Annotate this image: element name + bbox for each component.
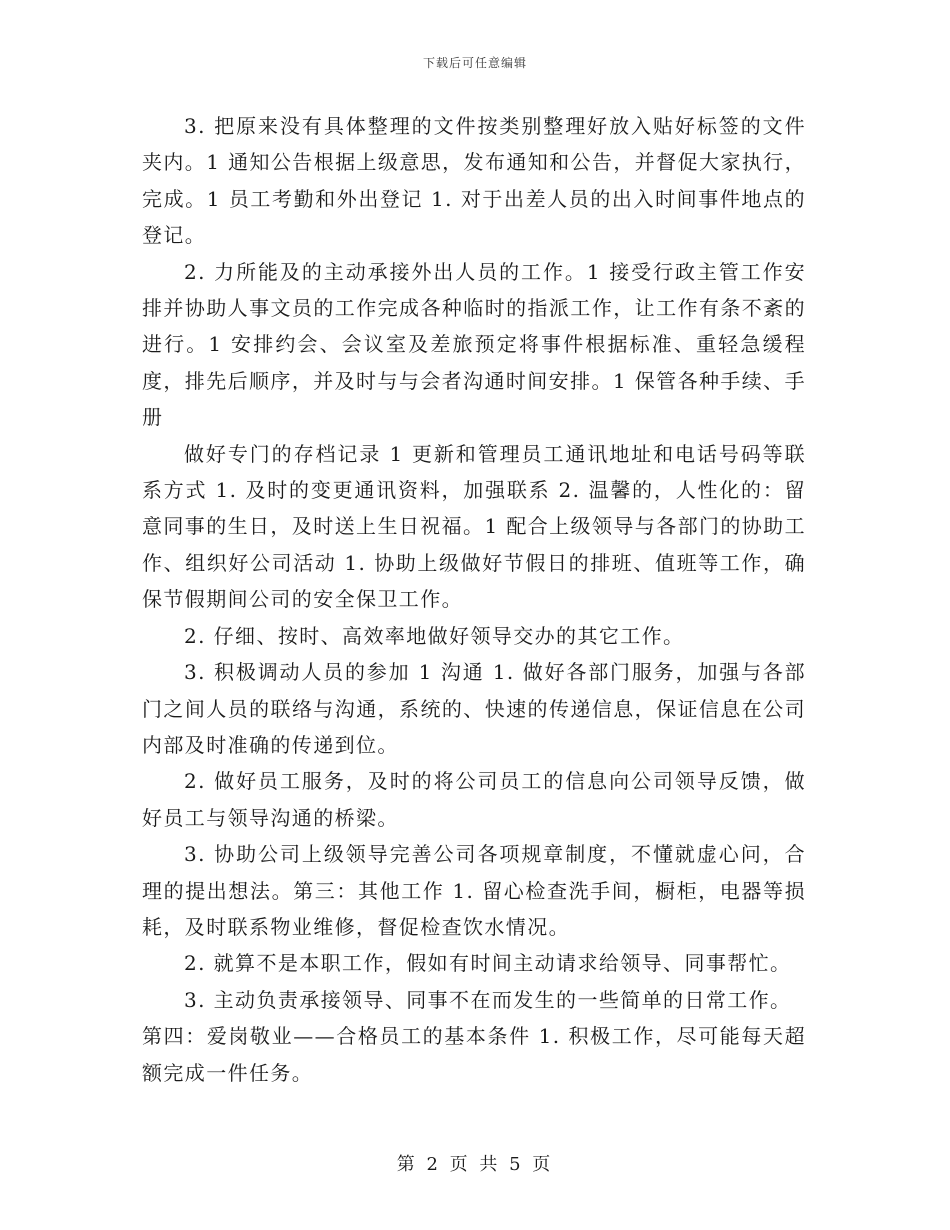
page-number: 第 2 页 共 5 页	[396, 1154, 554, 1175]
paragraph: 3. 主动负责承接领导、同事不在而发生的一些简单的日常工作。	[184, 987, 792, 1012]
paragraph: 2. 仔细、按时、高效率地做好领导交办的其它工作。	[184, 623, 685, 648]
paragraph: 2. 就算不是本职工作，假如有时间主动请求给领导、同事帮忙。	[184, 951, 792, 976]
paragraph: 3. 积极调动人员的参加 1 沟通 1. 做好各部门服务，加强与各部门之间人员的联络与沟通，系统的、快速的传递信息，保证信息在公司内部及时准确的传递到位。	[142, 660, 806, 757]
paragraph: 第四：爱岗敬业——合格员工的基本条件 1. 积极工作，尽可能每天超额完成一件任务。	[142, 1024, 806, 1085]
paragraph: 做好专门的存档记录 1 更新和管理员工通讯地址和电话号码等联系方式 1. 及时的变更通讯资料，加强联系 2. 温馨的，人性化的：留意同事的生日，及时送上生日祝福。1 配合上级领导与各部门的协助工作、组织好公司活动 1. 协助上级做好节假日的排班、值班等工作，确保节假期间公司的安全保卫工作。	[142, 441, 806, 612]
paragraph: 3. 协助公司上级领导完善公司各项规章制度，不懂就虚心问，合理的提出想法。第三：其他工作 1. 留心检查洗手间，橱柜，电器等损耗，及时联系物业维修，督促检查饮水情况。	[142, 842, 806, 939]
document-body	[142, 108, 806, 1091]
paragraph: 3. 把原来没有具体整理的文件按类别整理好放入贴好标签的文件夹内。1 通知公告根据上级意思，发布通知和公告，并督促大家执行，完成。1 员工考勤和外出登记 1. 对于出差人员的出入时间事件地点的登记。	[142, 114, 806, 248]
paragraph: 2. 做好员工服务，及时的将公司员工的信息向公司领导反馈，做好员工与领导沟通的桥梁。	[142, 769, 806, 830]
page-header: 下载后可任意编辑	[422, 56, 527, 70]
paragraph: 2. 力所能及的主动承接外出人员的工作。1 接受行政主管工作安排并协助人事文员的工作完成各种临时的指派工作，让工作有条不紊的进行。1 安排约会、会议室及差旅预定将事件根据标准、重轻急缓程度，排先后顺序，并及时与与会者沟通时间安排。1 保管各种手续、手册	[142, 259, 806, 430]
